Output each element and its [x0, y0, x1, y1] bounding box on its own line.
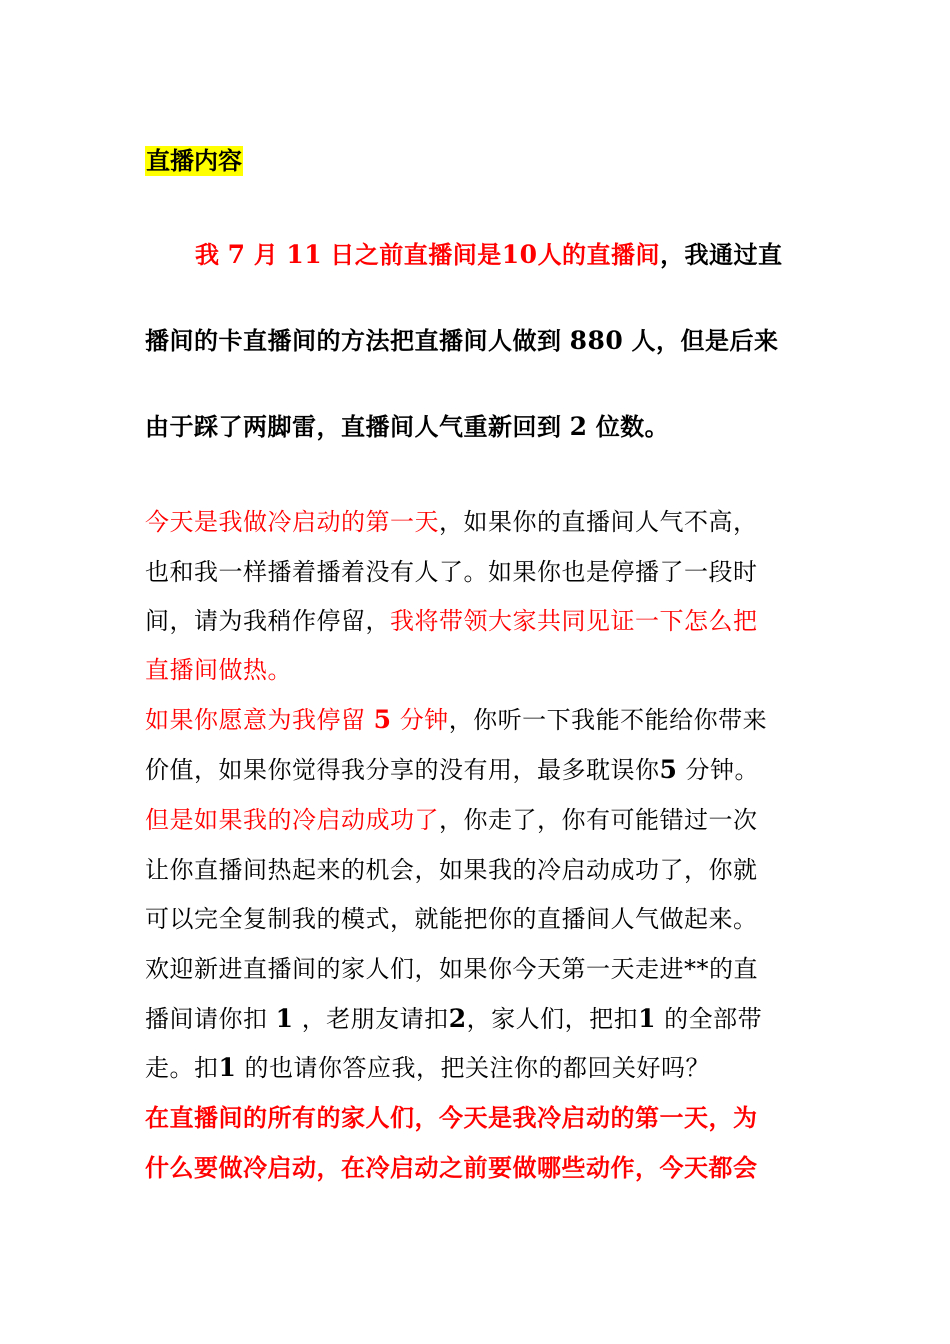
- text-segment: 1: [638, 1004, 656, 1033]
- text-segment: 播间的卡直播间的方法把直播间人做到: [145, 326, 562, 355]
- text-segment: 我: [195, 240, 220, 269]
- paragraph-line: [145, 606, 758, 636]
- text-segment: 价值，如果你觉得我分享的没有用，最多耽误你: [145, 756, 660, 784]
- paragraph-line: [145, 1153, 758, 1183]
- paragraph-line: [145, 507, 758, 537]
- text-segment: 欢迎新进直播间的家人们，如果你今天第一天走进**的直: [145, 955, 758, 983]
- text-segment: 11: [286, 240, 323, 269]
- text-segment: 如果你愿意为我停留: [145, 706, 366, 734]
- text-segment: 让你直播间热起来的机会，如果我的冷启动成功了，你就: [145, 856, 758, 884]
- paragraph-line: [145, 855, 758, 885]
- text-segment: 在直播间的所有的家人们，今天是我冷启动的第一天，为: [145, 1103, 758, 1132]
- paragraph-line: [145, 805, 758, 835]
- text-segment: ，你走了，你有可能错过一次: [439, 806, 758, 834]
- text-segment: 5: [373, 705, 392, 734]
- text-segment: 日之前直播间是: [330, 240, 502, 269]
- paragraph-line: [145, 412, 669, 442]
- text-segment: 分钟。: [685, 756, 760, 784]
- text-segment: 位数。: [595, 412, 670, 441]
- text-segment: 5: [659, 755, 678, 784]
- text-segment: 1: [275, 1004, 294, 1033]
- text-segment: 但是如果我的冷启动成功了: [145, 806, 439, 834]
- text-segment: 间，请为我稍作停留，: [145, 607, 390, 635]
- text-segment: 10: [501, 240, 538, 269]
- text-segment: 由于踩了两脚雷，直播间人气重新回到: [145, 412, 562, 441]
- paragraph-line: [195, 240, 783, 270]
- text-segment: 走。扣: [145, 1054, 219, 1082]
- text-segment: ，如果你的直播间人气不高，: [439, 508, 758, 536]
- paragraph-line: [145, 326, 778, 356]
- paragraph-line: [145, 954, 758, 984]
- text-segment: 2: [448, 1004, 467, 1033]
- text-segment: ，老朋友请扣: [301, 1005, 449, 1033]
- text-segment: 1: [218, 1053, 237, 1082]
- paragraph-line: [145, 705, 767, 735]
- text-segment: 7: [227, 240, 246, 269]
- text-segment: 什么要做冷启动，在冷启动之前要做哪些动作，今天都会: [145, 1153, 758, 1182]
- text-segment: 我将带领大家共同见证一下怎么把: [390, 607, 758, 635]
- paragraph-line: [145, 1053, 710, 1083]
- text-segment: 人，但是后来: [631, 326, 779, 355]
- text-segment: ，你听一下我能不能给你带来: [448, 706, 768, 734]
- text-segment: 人的直播间: [537, 240, 661, 269]
- paragraph-line: [145, 1004, 762, 1034]
- text-segment: 今天是我做冷启动的第一天: [145, 508, 439, 536]
- text-segment: 的也请你答应我，把关注你的都回关好吗？: [244, 1054, 711, 1082]
- text-segment: ，我通过直: [660, 240, 783, 269]
- paragraph-line: [145, 557, 758, 587]
- paragraph-line: [145, 755, 759, 785]
- text-segment: 2: [569, 412, 588, 441]
- text-segment: 880: [569, 326, 624, 355]
- paragraph-line: [145, 1103, 758, 1133]
- text-segment: ，家人们，把扣: [466, 1005, 639, 1033]
- text-segment: 分钟: [399, 706, 449, 734]
- paragraph-line: [145, 655, 292, 685]
- text-segment: 的全部带: [664, 1005, 763, 1033]
- document-title: 直播内容: [146, 146, 242, 175]
- text-segment: 直播间做热。: [145, 656, 292, 684]
- text-segment: 可以完全复制我的模式，就能把你的直播间人气做起来。: [145, 905, 758, 933]
- paragraph-line: [145, 904, 758, 934]
- text-segment: 播间请你扣: [145, 1005, 268, 1033]
- text-segment: 月: [253, 240, 279, 269]
- text-segment: 也和我一样播着播着没有人了。如果你也是停播了一段时: [145, 558, 758, 586]
